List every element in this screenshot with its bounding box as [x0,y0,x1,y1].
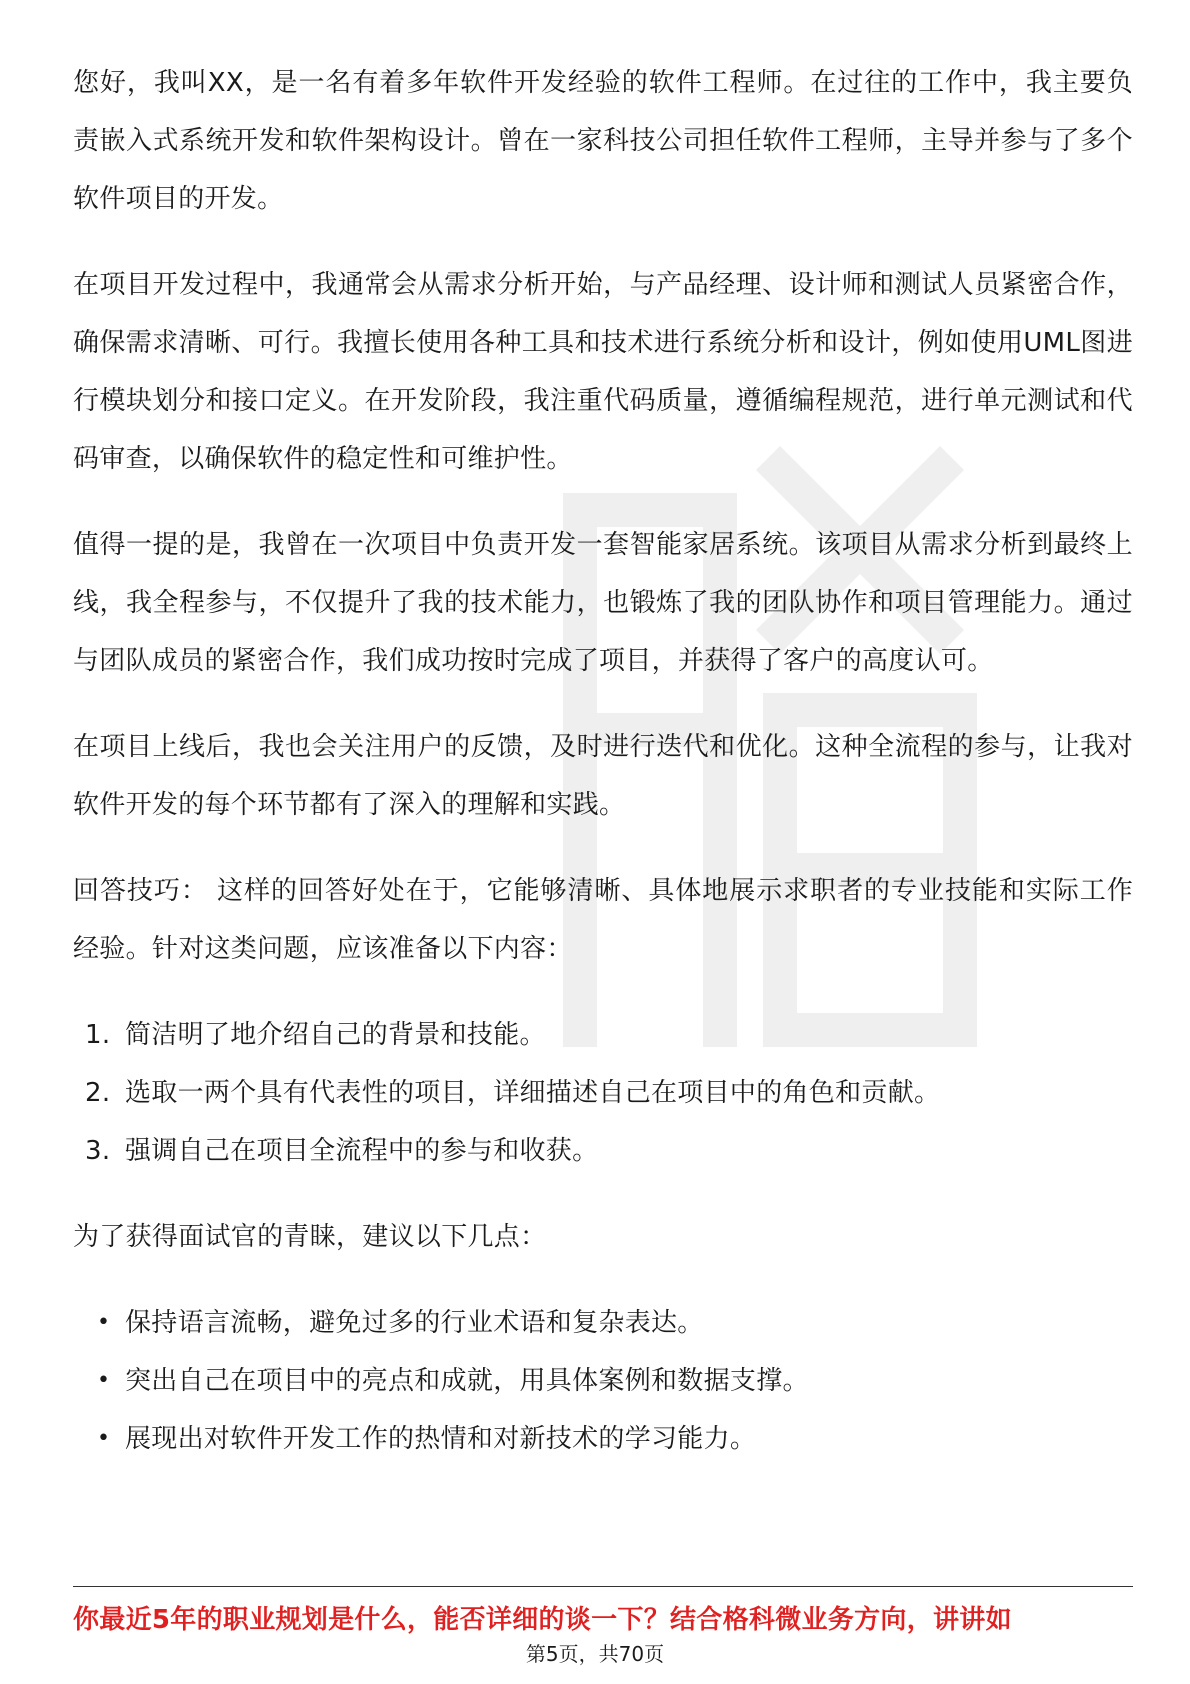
list-marker: 1. [85,1020,111,1050]
list-item [73,1294,1133,1352]
paragraph-project: 值得一提的是，我曾在一次项目中负责开发一套智能家居系统。该项目从需求分析到最终上线，我全程参与，不仅提升了我的技术能力，也锻炼了我的团队协作和项目管理能力。通过与团队成员的紧密合作，我们成功按时完成了项目，并获得了客户的高度认可。 [73,530,1133,676]
list-item [73,1006,1133,1064]
list-item-text: 突出自己在项目中的亮点和成就，用具体案例和数据支撑。 [125,1366,809,1396]
document-body [73,54,1133,1496]
paragraph-tips: 回答技巧： 这样的回答好处在于，它能够清晰、具体地展示求职者的专业技能和实际工作经验。针对这类问题，应该准备以下内容： [73,876,1133,964]
bullet-list [73,1294,1133,1468]
paragraph-feedback: 在项目上线后，我也会关注用户的反馈，及时进行迭代和优化。这种全流程的参与，让我对软件开发的每个环节都有了深入的理解和实践。 [73,732,1133,820]
page-number: 第5页，共70页 [525,1642,665,1666]
list-marker: 2. [85,1078,111,1108]
numbered-list [73,1006,1133,1180]
paragraph-advice-intro: 为了获得面试官的青睐，建议以下几点： [73,1222,547,1252]
divider [73,1586,1133,1587]
list-item-text: 强调自己在项目全流程中的参与和收获。 [125,1136,599,1166]
list-item-text: 保持语言流畅，避免过多的行业术语和复杂表达。 [125,1308,704,1338]
paragraph-process: 在项目开发过程中，我通常会从需求分析开始，与产品经理、设计师和测试人员紧密合作，确保需求清晰、可行。我擅长使用各种工具和技术进行系统分析和设计，例如使用UML图进行模块划分和接口定义。在开发阶段，我注重代码质量，遵循编程规范，进行单元测试和代码审查，以确保软件的稳定性和可维护性。 [73,270,1133,474]
list-item [73,1064,1133,1122]
list-item [73,1122,1133,1180]
next-question-heading: 你最近5年的职业规划是什么，能否详细的谈一下？结合格科微业务方向，讲讲如 [73,1605,1012,1635]
list-item-text: 展现出对软件开发工作的热情和对新技术的学习能力。 [125,1424,757,1454]
list-marker: 3. [85,1136,111,1166]
list-item [73,1352,1133,1410]
list-item-text: 简洁明了地介绍自己的背景和技能。 [125,1020,546,1050]
paragraph-intro: 您好，我叫XX，是一名有着多年软件开发经验的软件工程师。在过往的工作中，我主要负责嵌入式系统开发和软件架构设计。曾在一家科技公司担任软件工程师，主导并参与了多个软件项目的开发。 [73,68,1133,214]
bullet-marker: • [97,1310,111,1335]
bullet-marker: • [97,1426,111,1451]
list-item [73,1410,1133,1468]
list-item-text: 选取一两个具有代表性的项目，详细描述自己在项目中的角色和贡献。 [125,1078,941,1108]
bullet-marker: • [97,1368,111,1393]
